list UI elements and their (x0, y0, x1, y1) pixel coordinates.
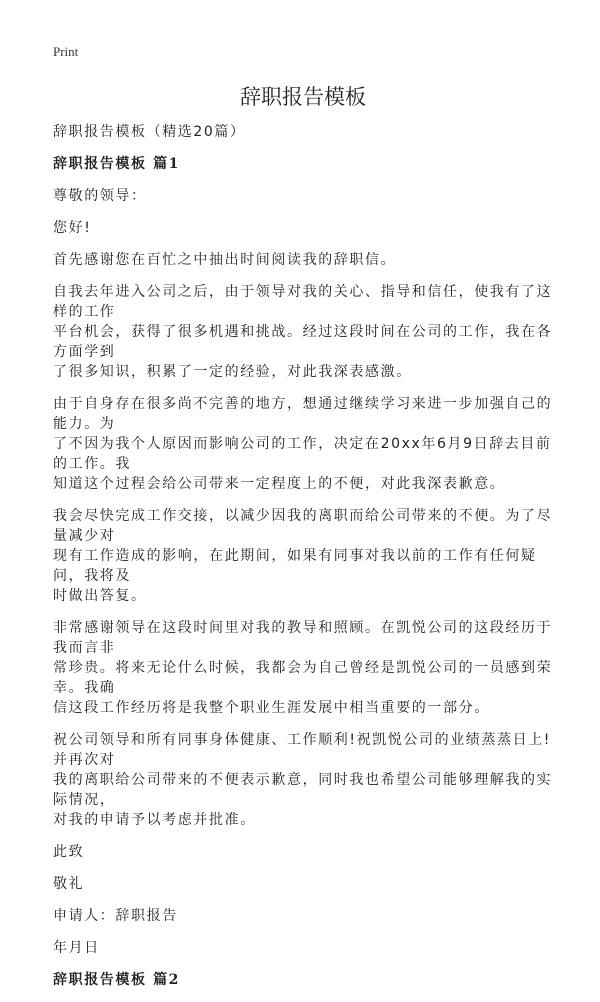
paragraph: 首先感谢您在百忙之中抽出时间阅读我的辞职信。 (53, 252, 397, 268)
date-line: 年月日 (53, 940, 100, 956)
paragraph: 由于自身存在很多尚不完善的地方，想通过继续学习来进一步加强自己的能力。为 了不因为我个人原因而影响公司的工作，决定在20xx年6月9日辞去目前的工作。我 知道这个过程会给公司带来一定程度上的不便，对此我深表歉意。 (53, 396, 553, 492)
greeting: 您好! (53, 220, 92, 236)
paragraph: 自我去年进入公司之后，由于领导对我的关心、指导和信任，使我有了这样的工作 平台机会，获得了很多机遇和挑战。经过这段时间在公司的工作，我在各方面学到 了很多知识，积累了一定的经验，对此我深表感激。 (53, 284, 553, 380)
document (53, 44, 553, 1002)
page-title: 辞职报告模板 (240, 85, 366, 109)
paragraph: 我会尽快完成工作交接，以减少因我的离职而给公司带来的不便。为了尽量减少对 现有工作造成的影响，在此期间，如果有同事对我以前的工作有任何疑问，我将及 时做出答复。 (53, 508, 553, 604)
salutation: 尊敬的领导： (53, 188, 147, 204)
closing-regards: 敬礼 (53, 876, 85, 892)
paragraph: 祝公司领导和所有同事身体健康、工作顺利!祝凯悦公司的业绩蒸蒸日上!并再次对 我的离职给公司带来的不便表示歉意，同时我也希望公司能够理解我的实际情况， 对我的申请予以考虑并批准。 (53, 732, 553, 828)
paragraph: 非常感谢领导在这段时间里对我的教导和照顾。在凯悦公司的这段经历于我而言非 常珍贵。将来无论什么时候，我都会为自己曾经是凯悦公司的一员感到荣幸。我确 信这段工作经历将是我整个职业生涯发展中相当重要的一部分。 (53, 620, 553, 716)
subtitle: 辞职报告模板（精选20篇） (53, 124, 246, 140)
closing: 此致 (53, 844, 85, 860)
section-heading-2: 辞职报告模板 篇2 (53, 972, 181, 988)
section-heading-1: 辞职报告模板 篇1 (53, 156, 181, 172)
print-link[interactable]: Print (53, 44, 79, 59)
applicant: 申请人：辞职报告 (53, 908, 178, 924)
